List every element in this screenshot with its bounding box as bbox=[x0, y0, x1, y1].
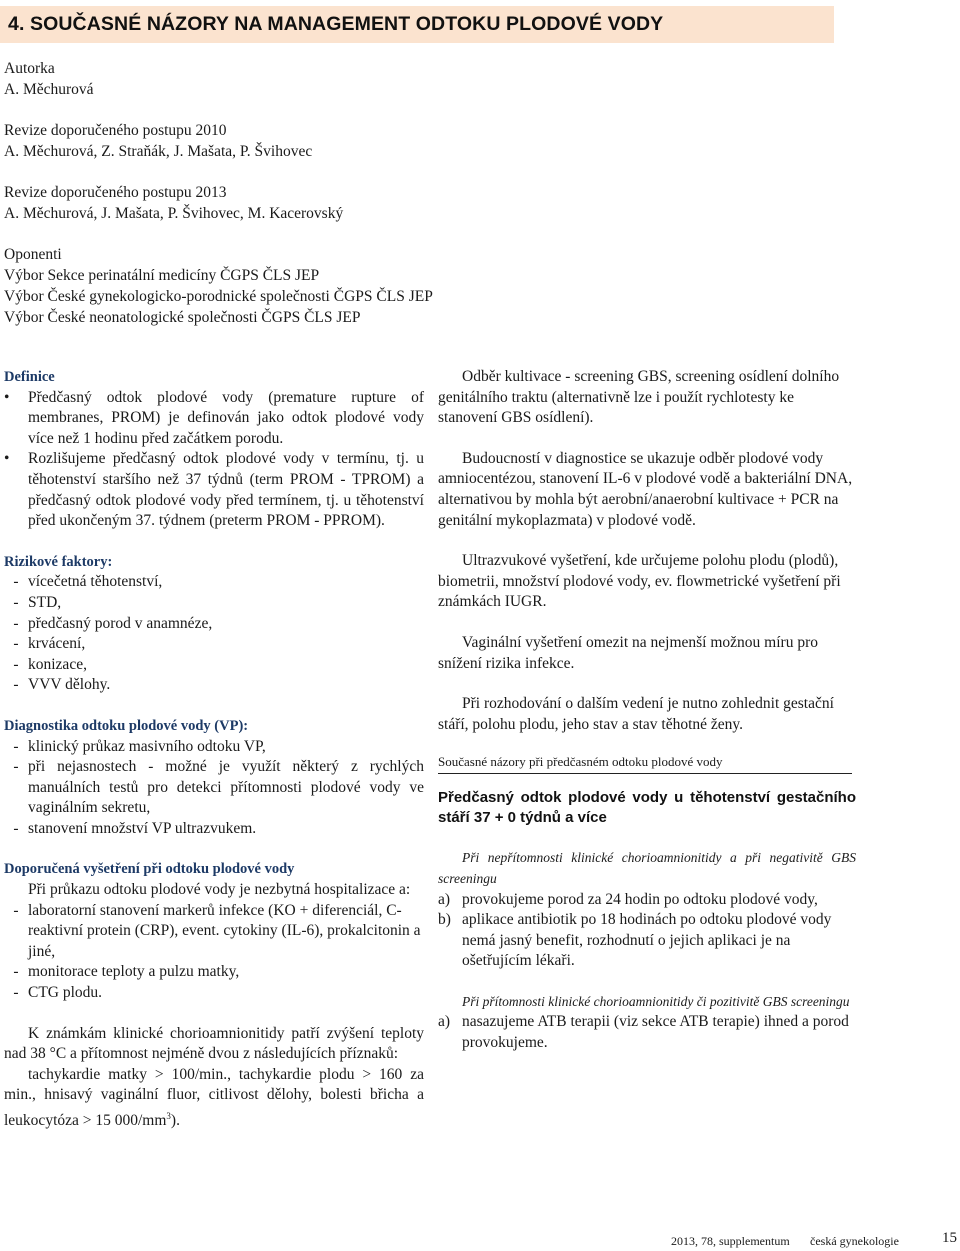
footer-journal: česká gynekologie bbox=[810, 1234, 899, 1248]
section-heading: Předčasný odtok plodové vody u těhotenství gestačního stáří 37 + 0 týdnů a více bbox=[438, 789, 856, 827]
risk-item: - konizace, bbox=[13, 655, 87, 673]
definice-bullet: • Rozlišujeme předčasný odtok plodové vody v termínu, tj. u těhotenství staršího než 37 týdnů (term PROM - TPROM) a předčasný odtok plodové vody před termínem, tj. u těhotenství před ukončeným 37. týdnem (preterm PROM - PPROM). bbox=[4, 449, 424, 531]
revize-2010-names: A. Měchurová, Z. Straňák, J. Mašata, P. Švihovec bbox=[4, 143, 313, 160]
doporucena-item: - laboratorní stanovení markerů infekce (KO + diferenciál, C-reaktivní protein (CRP), event. cytokiny (IL-6), prokalcitonin a jiné, bbox=[13, 901, 421, 960]
subsection-heading: Současné názory při předčasném odtoku plodové vody bbox=[438, 753, 852, 774]
doporucena-item: - CTG plodu. bbox=[13, 984, 103, 1002]
chorio-signs: tachykardie matky > 100/min., tachykardie plodu > 160 za min., hnisavý vaginální fluor, citlivost dělohy, bolesti břicha a leukocytóza > 15 $000/mm^3$). bbox=[4, 1065, 424, 1130]
paragraph-rozhodovani: Při rozhodování o dalším vedení je nutno zohlednit gestační stáří, polohu plodu, jeho stav a stav těhotné ženy. bbox=[438, 695, 834, 733]
paragraph-vaginalni: Vaginální vyšetření omezit na nejmenší možnou míru pro snížení rizika infekce. bbox=[438, 633, 818, 672]
diagnostika-item: - při nejasnostech - možné je využít některý z rychlých manuálních testů pro detekci přítomnosti plodové vody ve vaginálním sekretu, bbox=[13, 758, 424, 817]
bullet-marker: • bbox=[4, 388, 10, 406]
oponent-item: Výbor Sekce perinatální medicíny ČGPS ČLS JEP bbox=[4, 267, 320, 284]
authors-block bbox=[4, 58, 433, 348]
case1-item: b) aplikace antibiotik po 18 hodinách po odtoku plodové vody nemá jasný benefit, rozhodnutí o jejich aplikaci je na ošetřujícím lékaři. bbox=[438, 911, 832, 970]
case2-item: a) nasazujeme ATB terapii (viz sekce ATB terapie) ihned a porod provokujeme. bbox=[438, 1013, 849, 1052]
case1-item: a) provokujeme porod za 24 hodin po odtoku plodové vody, bbox=[438, 890, 818, 908]
revize-2010-label: Revize doporučeného postupu 2010 bbox=[4, 122, 227, 139]
oponenti-label: Oponenti bbox=[4, 246, 62, 263]
risk-item: - krvácení, bbox=[13, 635, 86, 653]
doporucena-item: - monitorace teploty a pulzu matky, bbox=[13, 963, 240, 981]
risk-item: - vícečetná těhotenství, bbox=[13, 573, 163, 591]
diagnostika-heading: Diagnostika odtoku plodové vody (VP): bbox=[4, 717, 249, 734]
rizikove-heading: Rizikové faktory: bbox=[4, 553, 113, 570]
autorka-label: Autorka bbox=[4, 60, 55, 77]
oponent-item: Výbor České gynekologicko-porodnické společnosti ČGPS ČLS JEP bbox=[4, 288, 433, 305]
revize-2013-label: Revize doporučeného postupu 2013 bbox=[4, 184, 227, 201]
risk-item: - STD, bbox=[13, 593, 62, 611]
paragraph-budoucnost: Budoucností v diagnostice se ukazuje odběr plodové vody amniocentézou, stanovení IL-6 v plodové vodě a bakteriální DNA, alternativou by mohla být aerobní/anaerobní kultivace + PCR na genitální mykoplazmata) v plodové vodě. bbox=[438, 449, 853, 529]
bullet-marker: • bbox=[4, 450, 10, 468]
diagnostika-item: - klinický průkaz masivního odtoku VP, bbox=[13, 737, 266, 755]
footer-citation: 2013, 78, supplementum bbox=[671, 1234, 790, 1248]
definice-bullet: • Předčasný odtok plodové vody (premature rupture of membranes, PROM) je definován jako odtok plodové vody více než 1 hodinu před začátkem porodu. bbox=[4, 388, 424, 450]
doporucena-heading: Doporučená vyšetření při odtoku plodové vody bbox=[4, 861, 295, 878]
paragraph-ultrazvuk: Ultrazvukové vyšetření, kde určujeme polohu plodu (plodů), biometrii, množství plodové vody, ev. flowmetrické vyšetření při známkách IUGR. bbox=[438, 552, 841, 611]
right-column bbox=[438, 367, 856, 1054]
risk-item: - VVV dělohy. bbox=[13, 676, 111, 694]
page-number: 15 bbox=[942, 1230, 957, 1246]
paragraph-kultivace: Odběr kultivace - screening GBS, screening osídlení dolního genitálního traktu (alternativně lze i použít rychlotesty ke stanovení GBS osídlení). bbox=[438, 368, 840, 427]
doporucena-intro: Při průkazu odtoku plodové vody je nezbytná hospitalizace a: bbox=[28, 881, 411, 899]
diagnostika-item: - stanovení množství VP ultrazvukem. bbox=[13, 819, 257, 837]
chorio-paragraph: K známkám klinické chorioamnionitidy patří zvýšení teploty nad 38 °C a přítomnost nejméně dvou z následujících příznaků: bbox=[4, 1024, 424, 1063]
left-column bbox=[4, 367, 424, 1132]
page-title: 4. SOUČASNÉ NÁZORY NA MANAGEMENT ODTOKU PLODOVÉ VODY bbox=[8, 13, 664, 35]
definice-heading: Definice bbox=[4, 369, 55, 385]
case1-intro: Při nepřítomnosti klinické chorioamnionitidy a při negativitě GBS screeningu bbox=[438, 850, 856, 886]
autorka-names: A. Měchurová bbox=[4, 81, 94, 98]
oponent-item: Výbor České neonatologické společnosti ČGPS ČLS JEP bbox=[4, 309, 361, 326]
case2-intro: Při přítomnosti klinické chorioamnionitidy či pozitivitě GBS screeningu bbox=[462, 993, 850, 1009]
title-bar bbox=[0, 6, 834, 43]
revize-2013-names: A. Měchurová, J. Mašata, P. Švihovec, M. Kacerovský bbox=[4, 205, 344, 222]
risk-item: - předčasný porod v anamnéze, bbox=[13, 614, 213, 632]
